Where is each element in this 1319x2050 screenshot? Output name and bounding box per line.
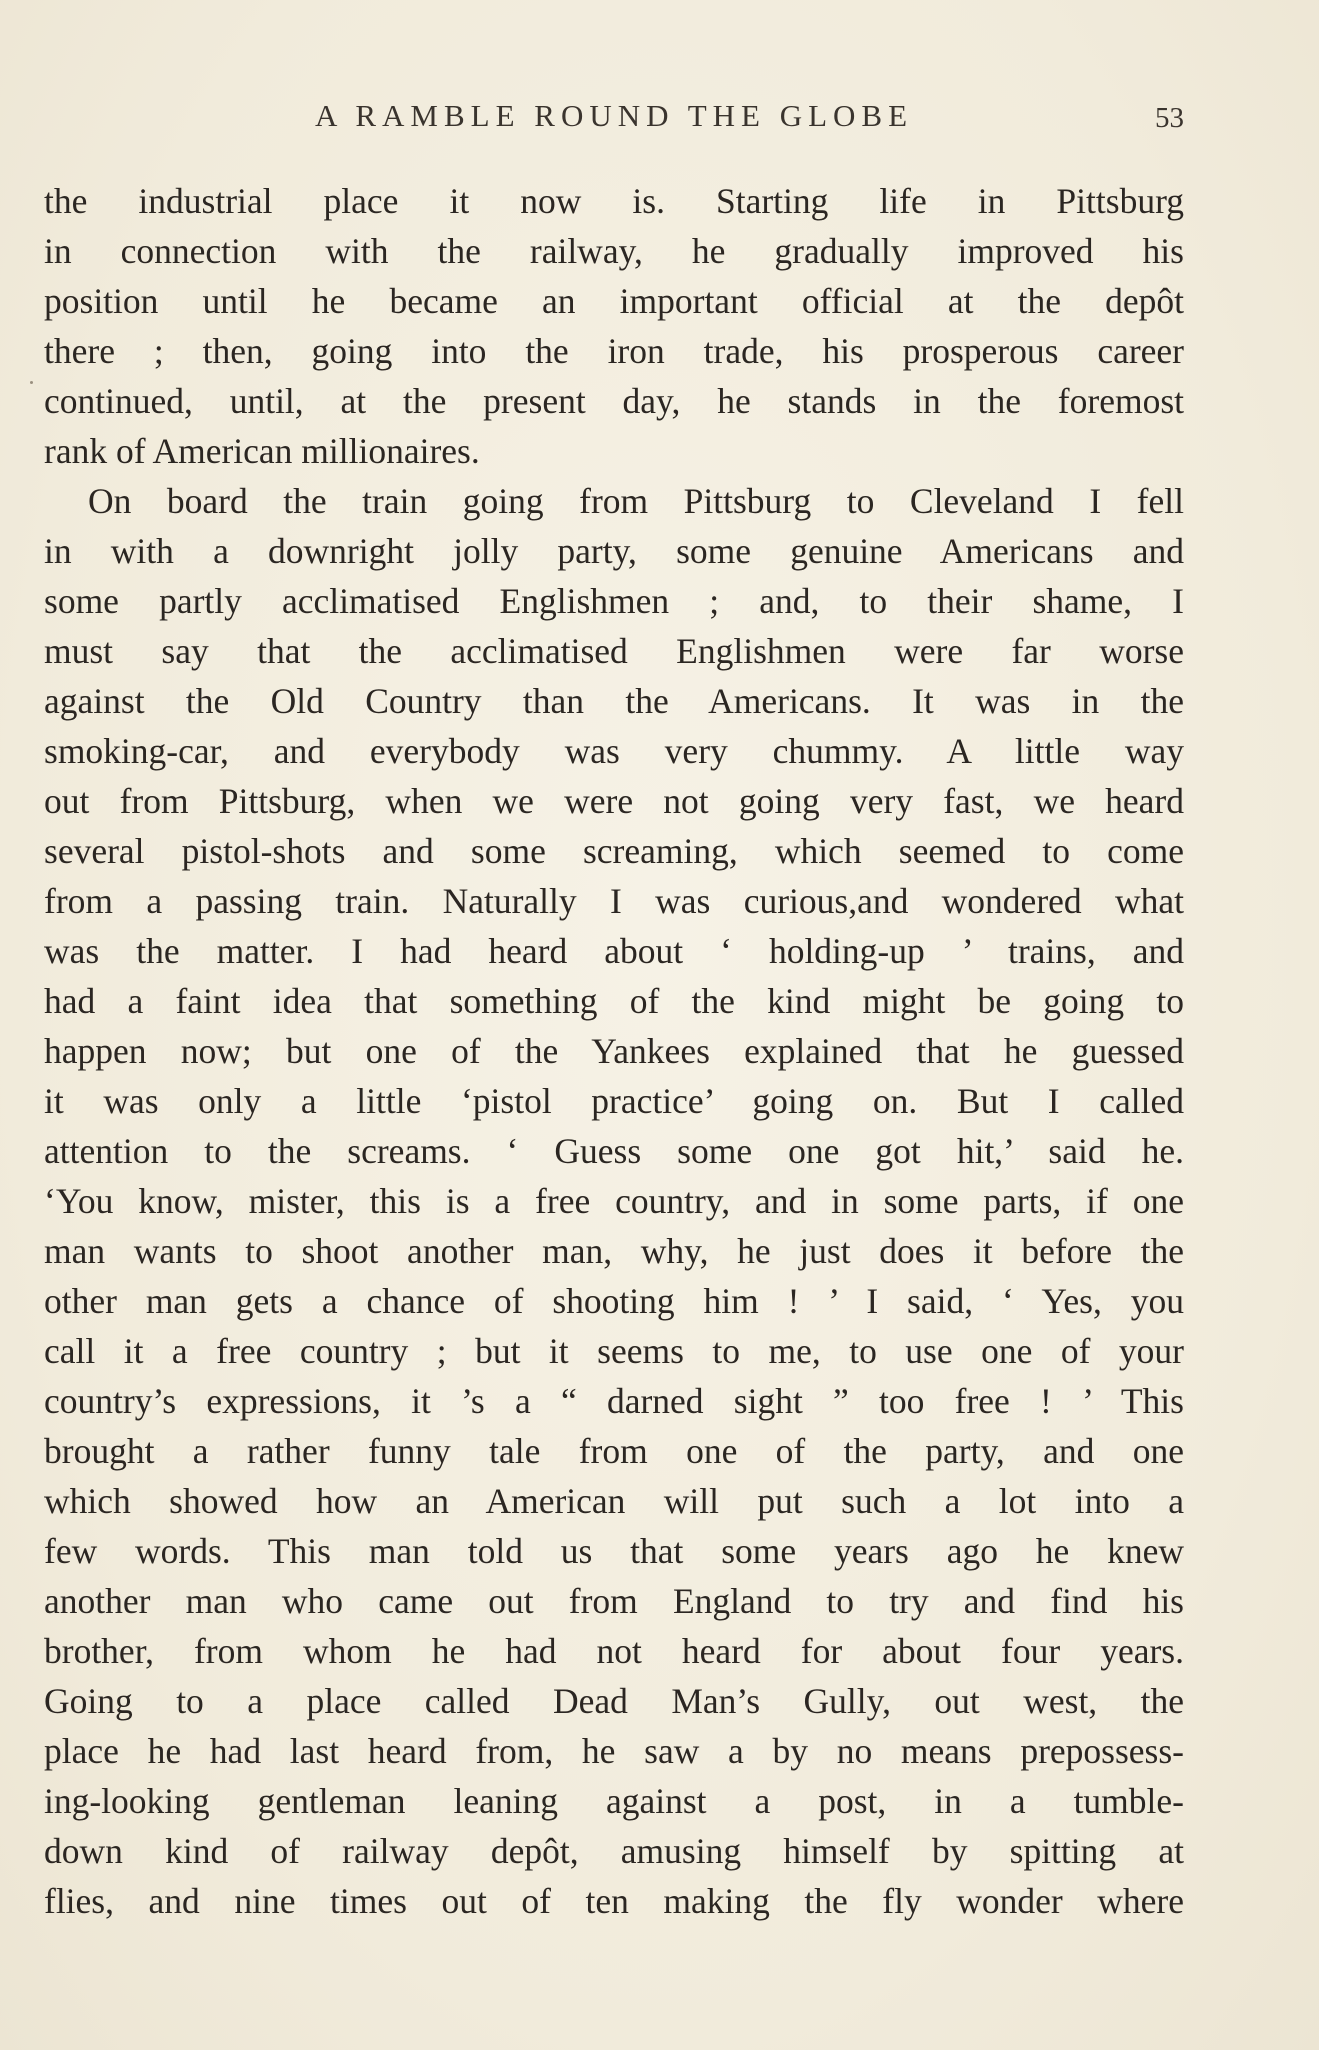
text-line: rank of American millionaires. xyxy=(44,431,480,471)
text-line: Going to a place called Dead Man’s Gully, out west, the xyxy=(44,1681,1184,1721)
text-line: position until he became an important official at the depôt xyxy=(44,281,1184,321)
text-line: brother, from whom he had not heard for about four years. xyxy=(44,1631,1184,1671)
text-line: it was only a little ‘pistol practice’ going on. But I called xyxy=(44,1081,1184,1121)
text-line: ing-looking gentleman leaning against a post, in a tumble- xyxy=(44,1781,1184,1821)
text-line: attention to the screams. ‘ Guess some one got hit,’ said he. xyxy=(44,1131,1184,1171)
text-line: continued, until, at the present day, he stands in the foremost xyxy=(44,381,1184,421)
text-line: from a passing train. Naturally I was curious,and wondered what xyxy=(44,881,1184,921)
page-header xyxy=(44,98,1184,142)
text-line: some partly acclimatised Englishmen ; and, to their shame, I xyxy=(44,581,1184,621)
text-line: in with a downright jolly party, some genuine Americans and xyxy=(44,531,1184,571)
text-line: there ; then, going into the iron trade, his prosperous career xyxy=(44,331,1184,371)
text-line: country’s expressions, it ’s a “ darned sight ” too free ! ’ This xyxy=(44,1381,1184,1421)
text-line: several pistol-shots and some screaming, which seemed to come xyxy=(44,831,1184,871)
text-line: must say that the acclimatised Englishmen were far worse xyxy=(44,631,1184,671)
text-line: happen now; but one of the Yankees explained that he guessed xyxy=(44,1031,1184,1071)
margin-mark xyxy=(30,381,33,384)
text-line: smoking-car, and everybody was very chummy. A little way xyxy=(44,731,1184,771)
text-line: other man gets a chance of shooting him ! ’ I said, ‘ Yes, you xyxy=(44,1281,1184,1321)
text-line: down kind of railway depôt, amusing himself by spitting at xyxy=(44,1831,1184,1871)
text-line: in connection with the railway, he gradually improved his xyxy=(44,231,1184,271)
text-line: had a faint idea that something of the kind might be going to xyxy=(44,981,1184,1021)
body-text xyxy=(44,176,1184,1926)
text-line: another man who came out from England to try and find his xyxy=(44,1581,1184,1621)
text-line: out from Pittsburg, when we were not going very fast, we heard xyxy=(44,781,1184,821)
text-line: which showed how an American will put such a lot into a xyxy=(44,1481,1184,1521)
text-line: place he had last heard from, he saw a by no means prepossess- xyxy=(44,1731,1184,1771)
text-line: call it a free country ; but it seems to me, to use one of your xyxy=(44,1331,1184,1371)
text-line: On board the train going from Pittsburg to Cleveland I fell xyxy=(88,481,1184,521)
text-line: ‘You know, mister, this is a free country, and in some parts, if one xyxy=(44,1181,1184,1221)
text-line: man wants to shoot another man, why, he just does it before the xyxy=(44,1231,1184,1271)
text-line: few words. This man told us that some years ago he knew xyxy=(44,1531,1184,1571)
text-line: the industrial place it now is. Starting life in Pittsburg xyxy=(44,181,1184,221)
running-title: A RAMBLE ROUND THE GLOBE xyxy=(314,98,914,133)
text-line: flies, and nine times out of ten making the fly wonder where xyxy=(44,1881,1184,1921)
text-line: against the Old Country than the Americans. It was in the xyxy=(44,681,1184,721)
text-line: brought a rather funny tale from one of the party, and one xyxy=(44,1431,1184,1471)
page-number: 53 xyxy=(1155,102,1184,134)
text-line: was the matter. I had heard about ‘ holding-up ’ trains, and xyxy=(44,931,1184,971)
